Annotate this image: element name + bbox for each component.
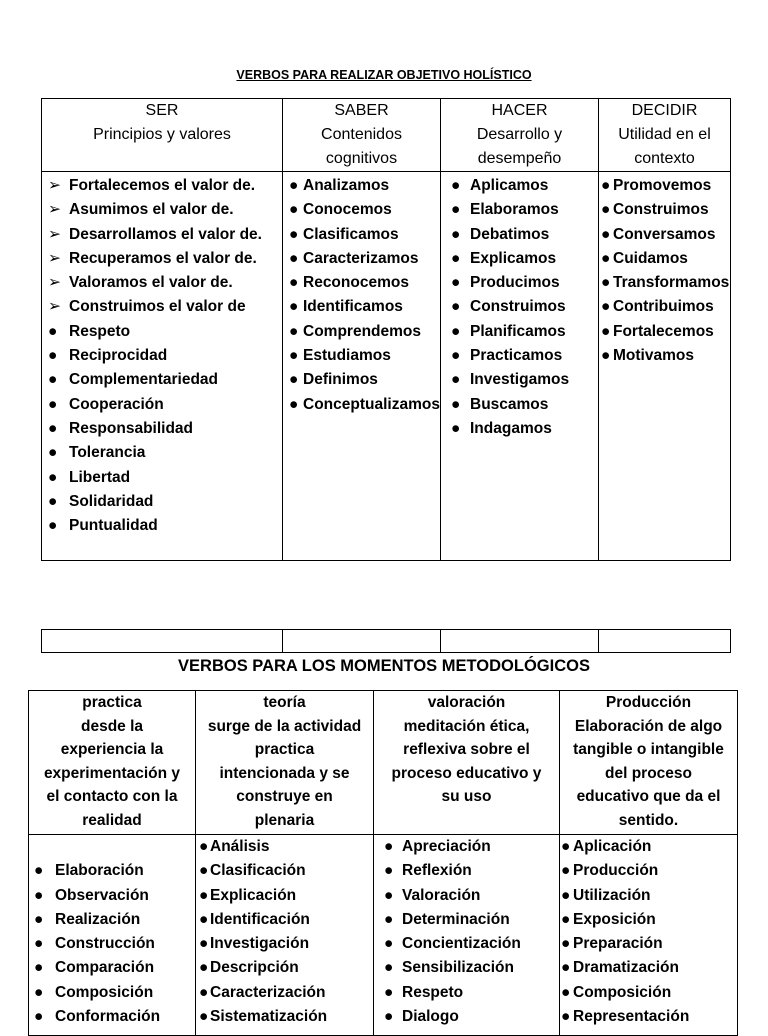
list-item-text: Dialogo: [402, 1008, 459, 1026]
list-item: [196, 908, 373, 932]
list-item: [560, 859, 737, 883]
header-line: plenaria: [254, 811, 315, 829]
bullet-icon: ●: [451, 347, 461, 365]
list-item-text: Clasificación: [210, 862, 306, 880]
bullet-icon: ●: [48, 371, 58, 389]
list-item: [599, 320, 730, 344]
list-item: [283, 271, 440, 295]
list-item-text: Buscamos: [470, 395, 549, 413]
bullet-icon: ●: [451, 177, 461, 194]
list-item-text: Sistematización: [210, 1008, 328, 1026]
list-item: [283, 223, 440, 247]
header-line: valoración: [427, 694, 506, 711]
list-item-text: Recuperamos el valor de.: [69, 249, 257, 267]
list-item: [283, 247, 440, 271]
empty-cell: [599, 630, 731, 653]
arrow-bullet-icon: ➢: [48, 225, 61, 243]
bullet-icon: ●: [289, 225, 299, 243]
list-item: [196, 1005, 373, 1029]
header-line: realidad: [82, 811, 142, 829]
list-item: [374, 956, 559, 980]
list-item-text: Respeto: [402, 983, 464, 1001]
bullet-icon: ●: [451, 225, 461, 243]
bullet-icon: ●: [34, 1008, 44, 1026]
bullet-icon: ●: [561, 983, 571, 1001]
header-line: Principios y valores: [93, 126, 231, 143]
bullet-icon: ●: [451, 322, 461, 340]
list-item-text: Realización: [55, 910, 141, 928]
list-item-text: Valoramos el valor de.: [69, 274, 233, 292]
list-item-text: Utilización: [573, 886, 651, 904]
list-item: [599, 174, 730, 198]
bullet-icon: ●: [384, 935, 394, 953]
list-item-text: Fortalecemos el valor de.: [69, 177, 256, 194]
list-item-text: Conformación: [55, 1008, 161, 1026]
bullet-icon: ●: [601, 347, 611, 365]
list-item: [196, 884, 373, 908]
list-item: [441, 320, 598, 344]
list-item: [374, 884, 559, 908]
list-item-text: Valoración: [402, 886, 481, 904]
bullet-icon: ●: [289, 395, 299, 413]
bullet-icon: ●: [48, 492, 58, 510]
header-line: Elaboración de algo: [574, 717, 723, 735]
list-item-text: Asumimos el valor de.: [69, 201, 234, 219]
bullet-icon: ●: [384, 886, 394, 904]
list-item-text: Responsabilidad: [69, 419, 194, 437]
list-item-text: Respeto: [69, 322, 131, 340]
list-item-text: Representación: [573, 1008, 690, 1026]
bullet-icon: ●: [561, 1008, 571, 1026]
list-item-text: Cooperación: [69, 395, 164, 413]
bullet-icon: ●: [34, 935, 44, 953]
list-item: [560, 956, 737, 980]
list-item-text: Aplicación: [573, 838, 652, 855]
list-item: [283, 368, 440, 392]
list-item-text: Conversamos: [613, 225, 716, 243]
arrow-bullet-icon: ➢: [48, 177, 61, 194]
bullet-icon: ●: [199, 935, 209, 953]
list-item-text: Contribuimos: [613, 298, 714, 316]
header-line: Desarrollo y: [476, 126, 563, 143]
list-item: [441, 247, 598, 271]
bullet-icon: ●: [451, 395, 461, 413]
list-item-text: Caracterizamos: [303, 249, 419, 267]
header-line: Contenidos: [321, 126, 402, 143]
header-line: surge de la actividad: [207, 717, 362, 735]
list-item: [374, 981, 559, 1005]
list-item-text: Definimos: [303, 371, 378, 389]
list-item-text: Conceptualizamos: [303, 395, 440, 413]
header-valoracion: [374, 691, 560, 835]
table-row: [42, 172, 731, 561]
list-item-text: Producimos: [470, 274, 560, 292]
practica-cell: [29, 835, 196, 1036]
list-item-text: Determinación: [402, 910, 510, 928]
saber-cell: [283, 172, 441, 561]
arrow-bullet-icon: ➢: [48, 249, 61, 267]
empty-cell: [42, 630, 283, 653]
list-item-text: Reconocemos: [303, 274, 409, 292]
bullet-icon: ●: [601, 177, 611, 194]
bullet-icon: ●: [199, 886, 209, 904]
list-item: [441, 344, 598, 368]
header-line: experimentación y: [43, 764, 181, 782]
list-item-text: Construimos el valor de: [69, 298, 246, 316]
list-item: [599, 223, 730, 247]
list-item: [441, 198, 598, 222]
bullet-icon: ●: [48, 395, 58, 413]
list-item: [42, 247, 282, 271]
bullet-icon: ●: [384, 983, 394, 1001]
header-saber: [283, 99, 441, 172]
list-item-text: Desarrollamos el valor de.: [69, 225, 262, 243]
list-item: [196, 932, 373, 956]
list-item: [283, 174, 440, 198]
bullet-icon: ●: [34, 959, 44, 977]
list-item-text: Construimos: [470, 298, 566, 316]
bullet-icon: ●: [34, 886, 44, 904]
list-item-text: [55, 838, 59, 855]
list-item-text: Estudiamos: [303, 347, 391, 365]
list-item: [196, 956, 373, 980]
hacer-list: [441, 174, 598, 441]
holistic-verbs-table: [41, 98, 731, 561]
list-item: [42, 174, 282, 198]
list-item: [441, 174, 598, 198]
list-item: [283, 393, 440, 417]
header-line: sentido.: [618, 811, 679, 829]
list-item-text: Puntualidad: [69, 517, 158, 535]
list-item: [283, 295, 440, 319]
list-item-text: Elaboramos: [470, 201, 559, 219]
bullet-icon: ●: [601, 322, 611, 340]
bullet-icon: ●: [451, 249, 461, 267]
list-item-text: Clasificamos: [303, 225, 399, 243]
bullet-icon: ●: [384, 862, 394, 880]
list-item: [42, 223, 282, 247]
practica-list: [29, 835, 195, 1029]
bullet-icon: ●: [289, 298, 299, 316]
bullet-icon: ●: [289, 347, 299, 365]
header-line: SABER: [334, 102, 389, 119]
bullet-icon: ●: [601, 249, 611, 267]
list-item: [29, 835, 195, 859]
list-item: [42, 198, 282, 222]
list-item-text: Preparación: [573, 935, 663, 953]
bullet-icon: ●: [384, 959, 394, 977]
list-item: [29, 956, 195, 980]
bullet-icon: ●: [289, 274, 299, 292]
list-item: [441, 223, 598, 247]
list-item-text: Aplicamos: [470, 177, 549, 194]
list-item: [29, 859, 195, 883]
section-title: VERBOS PARA LOS MOMENTOS METODOLÓGICOS: [178, 657, 590, 675]
list-item-text: Reflexión: [402, 862, 472, 880]
bullet-icon: ●: [384, 910, 394, 928]
bullet-icon: ●: [561, 935, 571, 953]
list-item: [283, 320, 440, 344]
bullet-icon: ●: [289, 371, 299, 389]
header-line: cognitivos: [325, 150, 398, 167]
list-item-text: Transformamos: [613, 274, 730, 292]
list-item-text: Indagamos: [470, 419, 552, 437]
list-item: [560, 1005, 737, 1029]
list-item: [196, 859, 373, 883]
list-item: [560, 932, 737, 956]
list-item: [42, 466, 282, 490]
list-item-text: Explicamos: [470, 249, 557, 267]
list-item: [441, 271, 598, 295]
bullet-icon: ●: [384, 838, 394, 855]
bullet-icon: ●: [384, 1008, 394, 1026]
bullet-icon: ●: [451, 419, 461, 437]
list-item-text: Comparación: [55, 959, 155, 977]
hacer-cell: [441, 172, 599, 561]
ser-cell: [42, 172, 283, 561]
list-item-text: Reciprocidad: [69, 347, 168, 365]
header-line: el contacto con la: [46, 788, 178, 805]
list-item: [42, 514, 282, 538]
arrow-bullet-icon: ➢: [48, 201, 61, 219]
bullet-icon: ●: [199, 910, 209, 928]
bullet-icon: ●: [34, 983, 44, 1001]
bullet-icon: ●: [289, 322, 299, 340]
list-item: [441, 393, 598, 417]
header-line: DECIDIR: [631, 102, 698, 119]
empty-table-row: [41, 629, 731, 653]
list-item-text: Tolerancia: [69, 444, 146, 462]
bullet-icon: ●: [451, 298, 461, 316]
valoracion-cell: [374, 835, 560, 1036]
list-item-text: Caracterización: [210, 983, 326, 1001]
bullet-icon: ●: [601, 225, 611, 243]
list-item-text: Construcción: [55, 935, 155, 953]
list-item: [42, 490, 282, 514]
decidir-cell: [599, 172, 731, 561]
list-item: [42, 295, 282, 319]
list-item: [29, 908, 195, 932]
list-item: [29, 884, 195, 908]
methodological-verbs-table: [28, 690, 738, 1036]
bullet-icon: ●: [48, 468, 58, 486]
empty-cell: [283, 630, 441, 653]
bullet-icon: ●: [48, 517, 58, 535]
list-item: [42, 393, 282, 417]
bullet-icon: ●: [601, 274, 611, 292]
list-item-text: Análisis: [210, 838, 270, 855]
table-header-row: [29, 691, 738, 835]
empty-cell: [441, 630, 599, 653]
list-item: [374, 835, 559, 859]
list-item-text: Descripción: [210, 959, 299, 977]
bullet-icon: ●: [289, 201, 299, 219]
list-item: [196, 981, 373, 1005]
list-item: [283, 344, 440, 368]
teoria-list: [196, 835, 373, 1029]
table-row: [42, 630, 731, 653]
bullet-icon: ●: [561, 862, 571, 880]
list-item: [29, 932, 195, 956]
list-item-text: Apreciación: [402, 838, 491, 855]
header-teoria: [196, 691, 374, 835]
list-item-text: Elaboración: [55, 862, 144, 880]
list-item-text: Comprendemos: [303, 322, 421, 340]
list-item: [560, 835, 737, 859]
bullet-icon: ●: [48, 444, 58, 462]
teoria-cell: [196, 835, 374, 1036]
header-line: practica: [254, 741, 315, 758]
header-line: Utilidad en el: [618, 126, 711, 143]
list-item-text: Concientización: [402, 935, 521, 953]
list-item: [441, 417, 598, 441]
document-title: VERBOS PARA REALIZAR OBJETIVO HOLÍSTICO: [236, 68, 532, 82]
arrow-bullet-icon: ➢: [48, 274, 61, 292]
bullet-icon: ●: [561, 838, 571, 855]
header-ser: [42, 99, 283, 172]
list-item: [29, 981, 195, 1005]
list-item-text: Planificamos: [470, 322, 566, 340]
list-item-text: Fortalecemos: [613, 322, 714, 340]
list-item: [560, 981, 737, 1005]
header-line: HACER: [491, 102, 548, 119]
bullet-icon: ●: [561, 910, 571, 928]
list-item-text: Promovemos: [613, 177, 712, 194]
list-item: [599, 247, 730, 271]
header-line: SER: [145, 102, 179, 119]
list-item: [42, 344, 282, 368]
bullet-icon: ●: [289, 177, 299, 194]
header-line: contexto: [634, 150, 695, 167]
header-line: desempeño: [477, 150, 562, 167]
arrow-bullet-icon: ➢: [48, 298, 61, 316]
list-item-text: Libertad: [69, 468, 131, 486]
bullet-icon: ●: [561, 959, 571, 977]
bullet-icon: ●: [561, 886, 571, 904]
list-item: [374, 859, 559, 883]
list-item-text: Solidaridad: [69, 492, 154, 510]
list-item-text: Sensibilización: [402, 959, 514, 977]
valoracion-list: [374, 835, 559, 1029]
header-line: Producción: [605, 694, 692, 711]
header-line: practica: [82, 694, 142, 711]
list-item-text: Cuidamos: [613, 249, 688, 267]
list-item: [283, 198, 440, 222]
header-line: tangible o intangible: [573, 741, 724, 758]
produccion-list: [560, 835, 737, 1029]
list-item: [560, 884, 737, 908]
ser-list: [42, 174, 282, 538]
header-line: educativo que da el: [576, 788, 721, 805]
header-line: meditación ética,: [403, 717, 530, 735]
list-item: [42, 271, 282, 295]
header-practica: [29, 691, 196, 835]
list-item-text: Complementariedad: [69, 371, 219, 389]
list-item: [599, 344, 730, 368]
list-item-text: Identificamos: [303, 298, 403, 316]
list-item-text: Composición: [55, 983, 154, 1001]
bullet-icon: ●: [451, 274, 461, 292]
decidir-list: [599, 174, 730, 368]
list-item: [42, 417, 282, 441]
bullet-icon: ●: [199, 838, 209, 855]
list-item: [374, 1005, 559, 1029]
header-decidir: [599, 99, 731, 172]
bullet-icon: ●: [48, 419, 58, 437]
list-item-text: Explicación: [210, 886, 297, 904]
list-item: [374, 932, 559, 956]
list-item-text: Identificación: [210, 910, 310, 928]
list-item-text: Construimos: [613, 201, 709, 219]
produccion-cell: [560, 835, 738, 1036]
list-item: [196, 835, 373, 859]
list-item-text: Observación: [55, 886, 149, 904]
header-line: intencionada y se: [219, 764, 350, 782]
list-item: [560, 908, 737, 932]
bullet-icon: ●: [48, 322, 58, 340]
list-item: [29, 1005, 195, 1029]
bullet-icon: ●: [199, 1008, 209, 1026]
list-item: [441, 295, 598, 319]
list-item: [42, 320, 282, 344]
list-item-text: Exposición: [573, 910, 656, 928]
header-line: construye en: [236, 788, 333, 805]
bullet-icon: ●: [451, 371, 461, 389]
list-item: [374, 908, 559, 932]
bullet-icon: ●: [48, 347, 58, 365]
header-line: del proceso: [605, 764, 692, 782]
list-item-text: Motivamos: [613, 347, 694, 365]
header-line: experiencia la: [60, 741, 164, 758]
header-produccion: [560, 691, 738, 835]
header-line: su uso: [441, 788, 492, 805]
header-line: desde la: [80, 717, 144, 735]
list-item: [599, 295, 730, 319]
bullet-icon: ●: [199, 959, 209, 977]
list-item-text: Composición: [573, 983, 672, 1001]
header-hacer: [441, 99, 599, 172]
list-item-text: Conocemos: [303, 201, 392, 219]
list-item-text: Practicamos: [470, 347, 563, 365]
bullet-icon: ●: [34, 862, 44, 880]
bullet-icon: ●: [289, 249, 299, 267]
list-item-text: Debatimos: [470, 225, 550, 243]
bullet-icon: ●: [199, 983, 209, 1001]
list-item: [42, 368, 282, 392]
bullet-icon: ●: [601, 201, 611, 219]
list-item: [599, 198, 730, 222]
bullet-icon: ●: [34, 910, 44, 928]
list-item-text: Investigamos: [470, 371, 570, 389]
list-item: [42, 441, 282, 465]
list-item: [441, 368, 598, 392]
list-item-text: Dramatización: [573, 959, 679, 977]
table-header-row: [42, 99, 731, 172]
bullet-icon: ●: [601, 298, 611, 316]
bullet-icon: ●: [199, 862, 209, 880]
list-item-text: Producción: [573, 862, 659, 880]
list-item-text: Investigación: [210, 935, 310, 953]
bullet-icon: ●: [451, 201, 461, 219]
list-item-text: Analizamos: [303, 177, 390, 194]
list-item: [599, 271, 730, 295]
saber-list: [283, 174, 440, 417]
table-row: [29, 835, 738, 1036]
header-line: reflexiva sobre el: [403, 741, 530, 758]
header-line: teoría: [263, 694, 306, 711]
header-line: proceso educativo y: [391, 764, 542, 782]
